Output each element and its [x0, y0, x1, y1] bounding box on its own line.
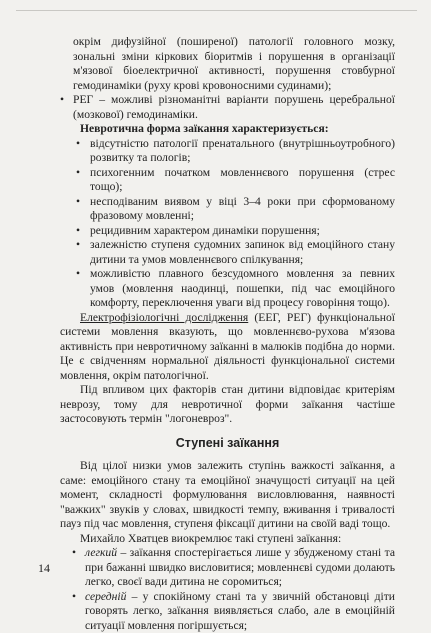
list-item: • несподіваним виявом у віці 3–4 роки при сформованому фразовому мовленні;: [60, 195, 395, 224]
reg-list: [60, 93, 395, 122]
electrophysiology-text: (ЕЕГ, РЕГ) функціональної системи мовлення вказують, що мовленнєво-рухова м'язова активність при невротичному заїканні в малюків подібна до норми. Це є свідченням нормальної діяльності функціональної системи мовлення, окрім патологічної.: [60, 311, 395, 382]
list-item: • можливістю плавного безсудомного мовлення за певних умов (мовлення наодинці, пошепки, під час емоційного комфорту, переключення уваги від процесу говоріння тощо).: [60, 267, 395, 311]
influence-paragraph: Під впливом цих факторів стан дитини відповідає критеріям неврозу, тому для невротичної форми заїкання частіше застосовують термін "логоневроз".: [60, 383, 395, 427]
section-title: Ступені заїкання: [60, 436, 395, 451]
degree-term: легкий: [85, 546, 117, 559]
list-item: [72, 590, 395, 633]
continued-paragraph: окрім дифузійної (поширеної) патології головного мозку, зональні зміни кіркових біоритмів і порушення в організації м'язової біоелектричної активності, порушення стовбурної гемодинаміки (руху крові кровоносними судинами);: [60, 35, 395, 93]
list-item: • залежністю ступеня судомних запинок від емоційного стану дитини та умов мовленнєвого спілкування;: [60, 238, 395, 267]
list-item: • рецидивним характером динаміки порушення;: [60, 224, 395, 239]
list-item: • психогенним початком мовленнєвого порушення (стрес тощо);: [60, 166, 395, 195]
khvatsev-paragraph: Михайло Хватцев виокремлює такі ступені заїкання:: [60, 532, 395, 547]
page-number: 14: [38, 561, 50, 576]
electrophysiology-paragraph: [60, 311, 395, 384]
neurotic-form-heading: Невротична форма заїкання характеризується:: [60, 122, 395, 137]
degrees-list: [60, 546, 395, 633]
degree-term: середній: [85, 590, 126, 603]
underlined-term: Електрофізіологічні дослідження: [80, 311, 248, 324]
neurotic-form-list: [60, 137, 395, 311]
list-item-reg: • РЕГ – можливі різноманітні варіанти порушень церебральної (мозкової) гемодинаміки.: [60, 93, 395, 122]
degree-text: – заїкання спостерігається лише у збудженому стані та при бажанні швидко висловитися; мовленнєві судоми долають легко, своєї вади дитина не соромиться;: [85, 546, 395, 588]
list-item: [72, 546, 395, 590]
list-item: • відсутністю патології пренатального (внутрішньоутробного) розвитку та пологів;: [60, 137, 395, 166]
degree-text: – у спокійному стані та у звичній обстановці діти говорять легко, заїкання виявляється слабо, але в емоційній ситуації мовлення погіршується;: [85, 590, 395, 632]
page-content: [60, 35, 395, 633]
degrees-paragraph: Від цілої низки умов залежить ступінь важкості заїкання, а саме: емоційного стану та емоційної значущості ситуації на цей момент, складності формулювання висловлювання, наявності "важких" звуків у словах, швидкості темпу, вживання і тривалості пауз під час мовлення, ступеня фіксації дитини на своїй вадi тощо.: [60, 459, 395, 532]
